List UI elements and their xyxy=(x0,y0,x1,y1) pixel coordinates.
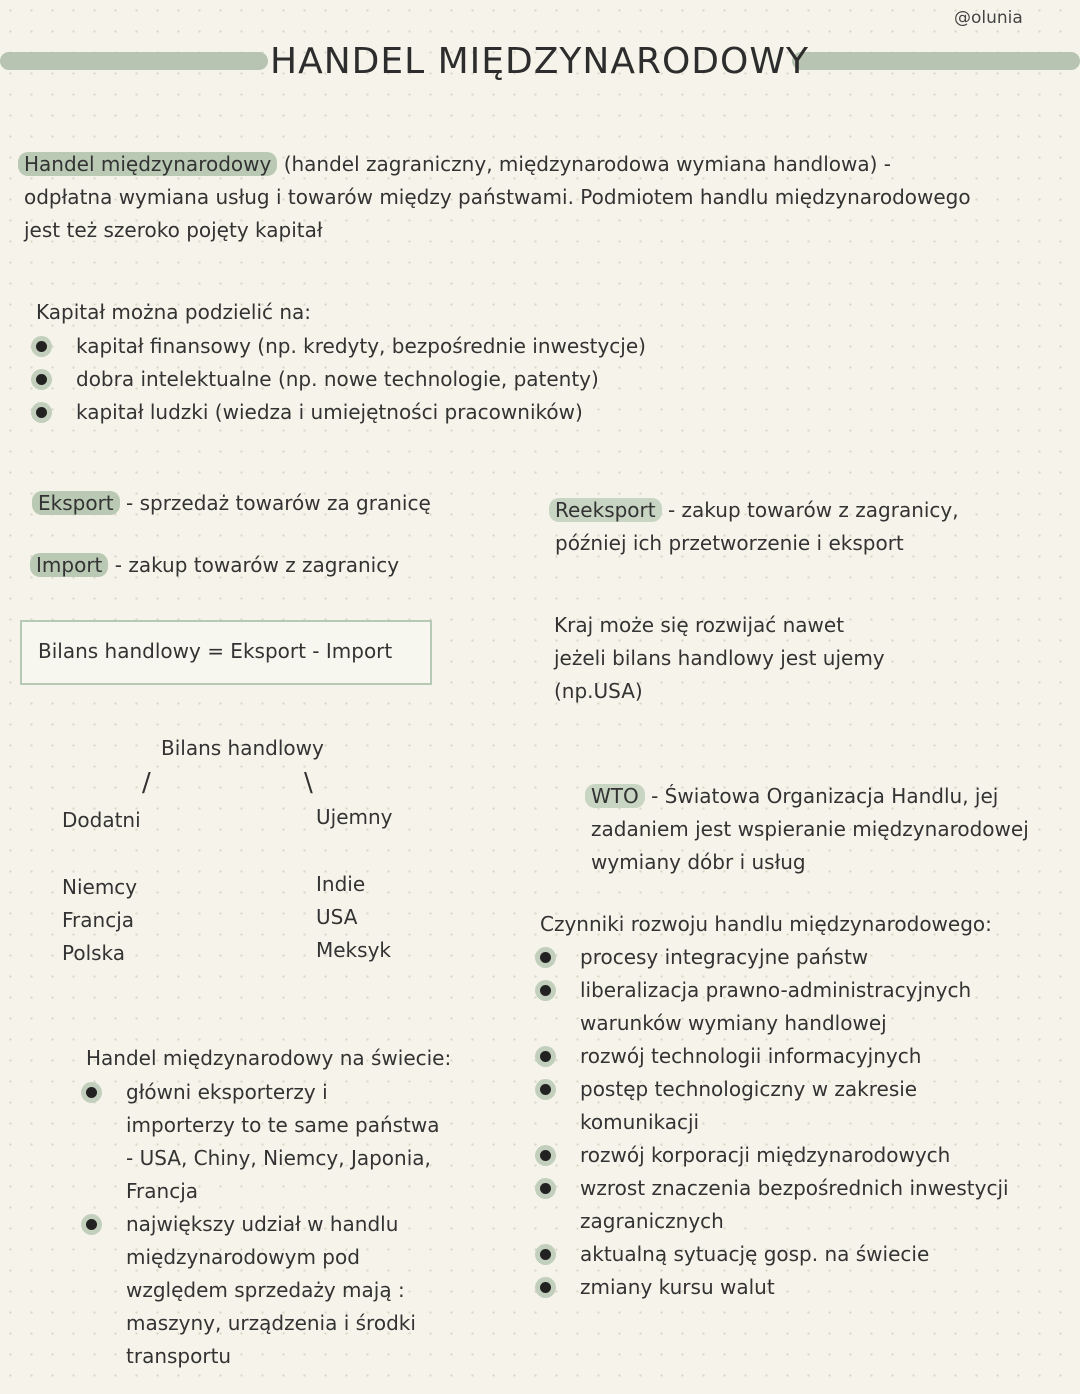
definition-line-2: odpłatna wymiana usług i towarów między państwami. Podmiotem handlu międzynarodowego xyxy=(24,185,971,209)
tree-root: Bilans handlowy xyxy=(161,736,324,760)
positive-country: Niemcy xyxy=(62,875,138,899)
capital-list xyxy=(32,330,646,429)
reexport-line-2: później ich przetworzenie i eksport xyxy=(555,531,904,555)
list-item-text: rozwój korporacji międzynarodowych xyxy=(580,1143,951,1167)
list-item xyxy=(536,941,1009,974)
reexport-term: Reeksport xyxy=(549,498,662,522)
bullet-icon xyxy=(540,952,551,963)
list-item-text: aktualną sytuację gosp. na świecie xyxy=(580,1242,930,1266)
wto-term: WTO xyxy=(585,784,645,808)
world-trade-heading: Handel międzynarodowy na świecie: xyxy=(86,1046,452,1070)
bullet-icon xyxy=(540,1051,551,1062)
negative-country: Meksyk xyxy=(316,938,391,962)
definition-line-3: jest też szeroko pojęty kapitał xyxy=(24,218,323,242)
wto-line-2: zadaniem jest wspieranie międzynarodowej xyxy=(591,817,1029,841)
list-item-text: dobra intelektualne (np. nowe technologie, patenty) xyxy=(76,367,599,391)
export-text: - sprzedaż towarów za granicę xyxy=(119,491,431,515)
definition-term: Handel międzynarodowy xyxy=(18,152,277,176)
list-item xyxy=(536,974,1009,1040)
list-item-text: warunków wymiany handlowej xyxy=(580,1011,887,1035)
list-item xyxy=(536,1172,1009,1238)
list-item-text: - USA, Chiny, Niemcy, Japonia, xyxy=(126,1146,431,1170)
bullet-icon xyxy=(86,1087,97,1098)
capital-intro: Kapitał można podzielić na: xyxy=(36,300,312,324)
bullet-icon xyxy=(86,1219,97,1230)
list-item xyxy=(32,396,646,429)
positive-country: Francja xyxy=(62,908,135,932)
import-text: - zakup towarów z zagranicy xyxy=(108,553,400,577)
title-bar-left xyxy=(0,52,268,70)
negative-note-line-1: Kraj może się rozwijać nawet xyxy=(554,613,845,637)
bullet-icon xyxy=(540,1249,551,1260)
list-item-text: wzrost znaczenia bezpośrednich inwestycji xyxy=(580,1176,1009,1200)
list-item-text: międzynarodowym pod xyxy=(126,1245,360,1269)
factors-list xyxy=(536,941,1009,1304)
definition-line-1-rest: (handel zagraniczny, międzynarodowa wymiana handlowa) - xyxy=(277,152,891,176)
balance-formula-box xyxy=(20,620,432,685)
reexport-line-1-rest: - zakup towarów z zagranicy, xyxy=(661,498,959,522)
author-handle: @olunia xyxy=(954,8,1023,28)
list-item-text: maszyny, urządzenia i środki xyxy=(126,1311,416,1335)
positive-country: Polska xyxy=(62,941,126,965)
list-item xyxy=(82,1208,440,1373)
list-item-text: największy udział w handlu xyxy=(126,1212,399,1236)
list-item-text: komunikacji xyxy=(580,1110,700,1134)
bullet-icon xyxy=(540,1150,551,1161)
list-item-text: postęp technologiczny w zakresie xyxy=(580,1077,918,1101)
import-term: Import xyxy=(30,553,108,577)
world-trade-list xyxy=(82,1076,440,1373)
list-item-text: kapitał ludzki (wiedza i umiejętności pracowników) xyxy=(76,400,583,424)
list-item-text: główni eksporterzy i xyxy=(126,1080,328,1104)
bullet-icon xyxy=(36,374,47,385)
list-item xyxy=(32,330,646,363)
list-item-text: rozwój technologii informacyjnych xyxy=(580,1044,922,1068)
import-definition xyxy=(36,549,399,582)
wto-line-3: wymiany dóbr i usług xyxy=(591,850,806,874)
factors-heading: Czynniki rozwoju handlu międzynarodowego: xyxy=(540,912,992,936)
tree-left-branch: / xyxy=(142,768,151,798)
negative-note-line-2: jeżeli bilans handlowy jest ujemy xyxy=(554,646,885,670)
list-item xyxy=(536,1139,1009,1172)
negative-country: Indie xyxy=(316,872,366,896)
bullet-icon xyxy=(36,341,47,352)
export-term: Eksport xyxy=(32,491,120,515)
list-item xyxy=(536,1040,1009,1073)
list-item-text: względem sprzedaży mają : xyxy=(126,1278,405,1302)
bullet-icon xyxy=(540,1084,551,1095)
tree-right-branch: \ xyxy=(304,768,313,798)
bullet-icon xyxy=(36,407,47,418)
list-item xyxy=(536,1238,1009,1271)
tree-positive-label: Dodatni xyxy=(62,808,141,832)
reexport-line-1 xyxy=(555,494,959,527)
list-item xyxy=(536,1271,1009,1304)
bullet-icon xyxy=(540,1282,551,1293)
list-item-text: kapitał finansowy (np. kredyty, bezpośrednie inwestycje) xyxy=(76,334,646,358)
list-item-text: procesy integracyjne państw xyxy=(580,945,869,969)
bullet-icon xyxy=(540,1183,551,1194)
export-definition xyxy=(38,487,431,520)
definition-line-1 xyxy=(24,148,891,181)
negative-country: USA xyxy=(316,905,358,929)
list-item-text: zagranicznych xyxy=(580,1209,724,1233)
list-item-text: transportu xyxy=(126,1344,232,1368)
list-item-text: liberalizacja prawno-administracyjnych xyxy=(580,978,972,1002)
list-item-text: zmiany kursu walut xyxy=(580,1275,775,1299)
title-bar-right xyxy=(792,52,1080,70)
list-item xyxy=(536,1073,1009,1139)
list-item xyxy=(32,363,646,396)
negative-note-line-3: (np.USA) xyxy=(554,679,643,703)
wto-line-1-rest: - Światowa Organizacja Handlu, jej xyxy=(644,784,999,808)
list-item-text: Francja xyxy=(126,1179,199,1203)
list-item-text: importerzy to te same państwa xyxy=(126,1113,440,1137)
tree-negative-label: Ujemny xyxy=(316,805,393,829)
wto-line-1 xyxy=(591,780,998,813)
page-title: HANDEL MIĘDZYNARODOWY xyxy=(270,41,809,82)
balance-formula: Bilans handlowy = Eksport - Import xyxy=(38,639,393,663)
list-item xyxy=(82,1076,440,1208)
bullet-icon xyxy=(540,985,551,996)
